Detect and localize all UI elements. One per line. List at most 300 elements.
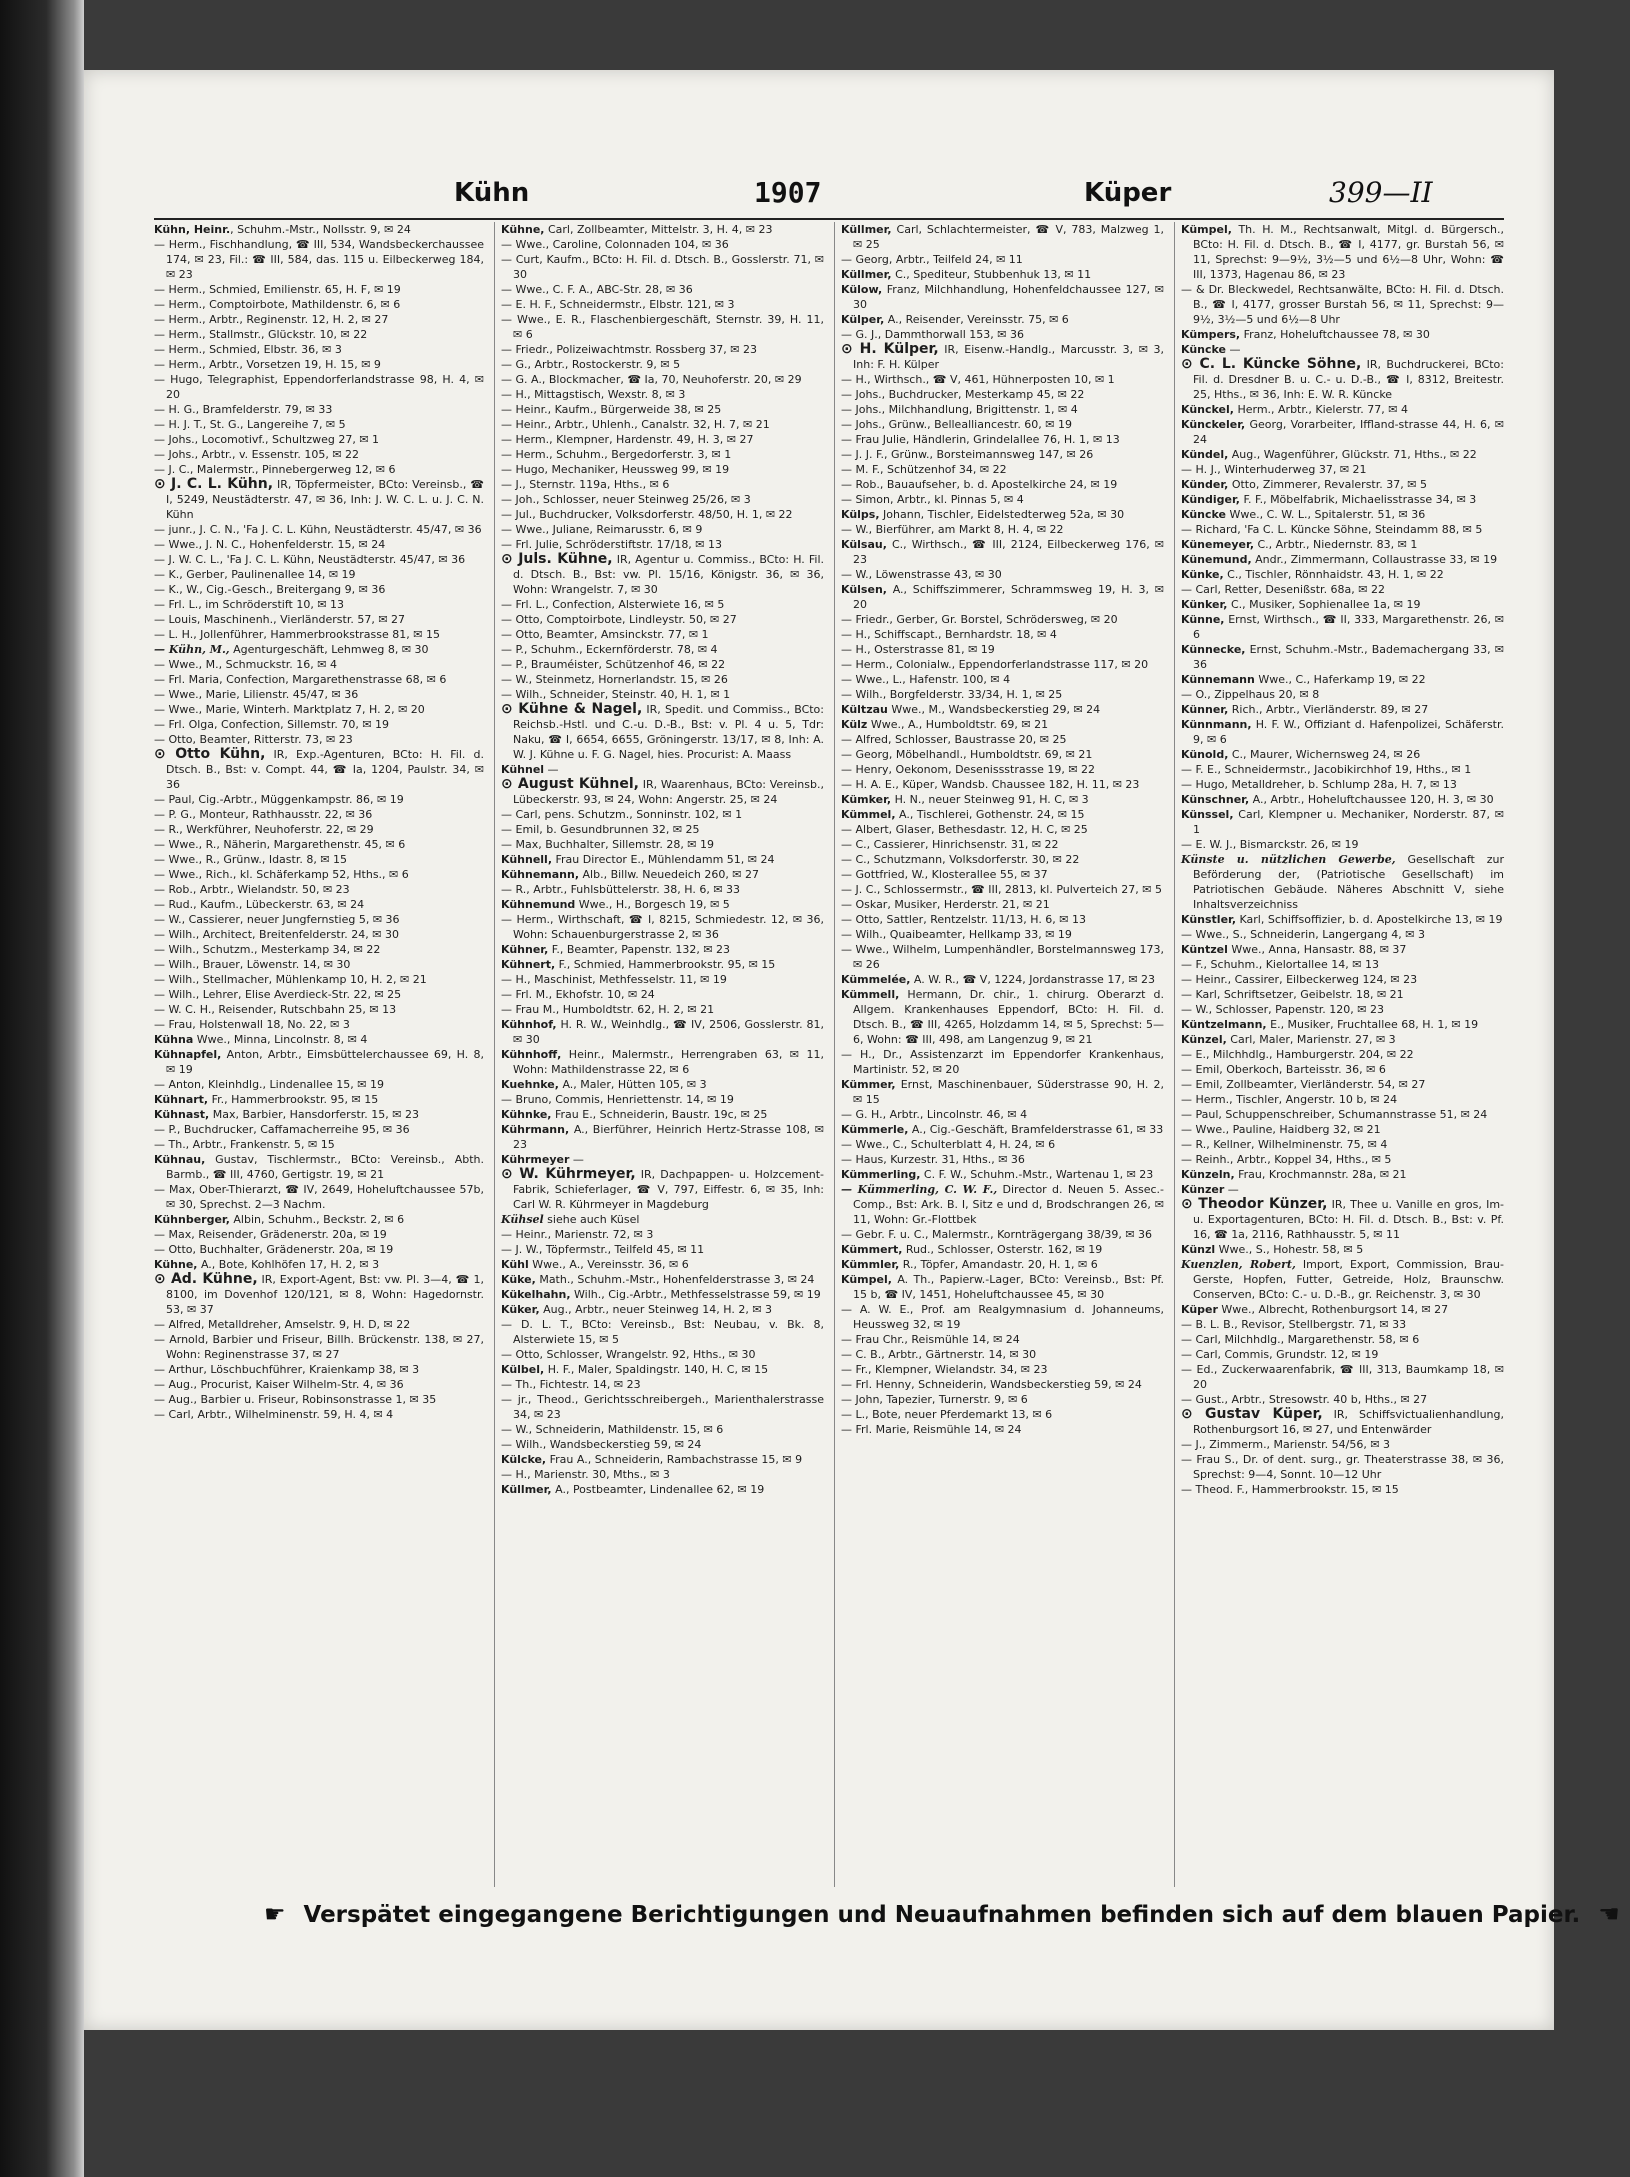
entry-details: — Wilh., Stellmacher, Mühlenkamp 10, H. 2, ✉ 21 <box>154 973 427 986</box>
directory-entry <box>1181 552 1504 567</box>
entry-details: — Friedr., Gerber, Gr. Borstel, Schrödersweg, ✉ 20 <box>841 613 1118 626</box>
entry-name: Künstler, <box>1181 913 1237 926</box>
entry-name: Künzeln, <box>1181 1168 1235 1181</box>
directory-entry <box>501 1362 824 1377</box>
directory-entry <box>154 672 484 687</box>
entry-details: — Jul., Buchdrucker, Volksdorferstr. 48/50, H. 1, ✉ 22 <box>501 508 793 521</box>
entry-details: siehe auch Küsel <box>543 1213 640 1226</box>
directory-entry <box>501 897 824 912</box>
entry-details: — <box>1224 1183 1239 1196</box>
directory-entry <box>1181 957 1504 972</box>
directory-entry <box>501 297 824 312</box>
directory-entry <box>841 537 1164 567</box>
entry-details: — Haus, Kurzestr. 31, Hths., ✉ 36 <box>841 1153 1025 1166</box>
directory-entry <box>501 1047 824 1077</box>
directory-entry <box>501 672 824 687</box>
entry-details: Wwe., H., Borgesch 19, ✉ 5 <box>575 898 730 911</box>
directory-entry <box>1181 1452 1504 1482</box>
directory-entry <box>154 822 484 837</box>
footer-text: Verspätet eingegangene Berichtigungen und Neuaufnahmen befinden sich auf dem blauen Papier. <box>303 1902 1581 1928</box>
directory-entry <box>1181 1392 1504 1407</box>
entry-name: Kündiger, <box>1181 493 1240 506</box>
directory-entry <box>1181 597 1504 612</box>
entry-details: Gustav, Tischlermstr., BCto: Vereinsb., Abth. Barmb., ☎ III, 4760, Gertigstr. 19, ✉ 21 <box>166 1153 484 1181</box>
directory-entry <box>841 477 1164 492</box>
entry-details: Anton, Arbtr., Eimsbüttelerchaussee 69, H. 8, ✉ 19 <box>166 1048 484 1076</box>
entry-details: IR, Schiffsvictualienhandlung, Rothenburgsort 16, ✉ 27, und Entenwärder <box>1193 1408 1504 1436</box>
directory-entry <box>154 552 484 567</box>
entry-details: — Frl. M., Ekhofstr. 10, ✉ 24 <box>501 988 655 1001</box>
entry-name: Künzer <box>1181 1183 1225 1196</box>
entry-details: IR, Eisenw.-Handlg., Marcusstr. 3, ✉ 3, Inh: F. H. Külper <box>853 343 1164 371</box>
directory-entry <box>1181 807 1504 837</box>
entry-details: A. Th., Papierw.-Lager, BCto: Vereinsb., Bst: Pf. 15 b, ☎ IV, 1451, Hoheluftchaussee 45, ✉ 30 <box>853 1273 1164 1301</box>
directory-entry <box>1181 1407 1504 1437</box>
entry-details: — Herm., Fischhandlung, ☎ III, 534, Wandsbeckerchaussee 174, ✉ 23, Fil.: ☎ III, 584, das. 115 u. Eilbeckerweg 184, ✉ 23 <box>154 238 484 281</box>
directory-entry <box>841 267 1164 282</box>
directory-entry <box>1181 522 1504 537</box>
entry-details: — Johs., Milchhandlung, Brigittenstr. 1, ✉ 4 <box>841 403 1078 416</box>
entry-details: — H. G., Bramfelderstr. 79, ✉ 33 <box>154 403 333 416</box>
entry-details: — Herm., Stallmstr., Glückstr. 10, ✉ 22 <box>154 328 368 341</box>
directory-entry <box>154 1107 484 1122</box>
directory-entry <box>841 1077 1164 1107</box>
entry-details: — Aug., Barbier u. Friseur, Robinsonstrasse 1, ✉ 35 <box>154 1393 437 1406</box>
entry-details: — Wwe., C. F. A., ABC-Str. 28, ✉ 36 <box>501 283 693 296</box>
entry-details: — H., Dr., Assistenzarzt im Eppendorfer Krankenhaus, Martinistr. 52, ✉ 20 <box>841 1048 1164 1076</box>
directory-entry <box>1181 1077 1504 1092</box>
directory-entry <box>154 792 484 807</box>
entry-details: C., Tischler, Rönnhaidstr. 43, H. 1, ✉ 22 <box>1223 568 1444 581</box>
directory-entry <box>154 282 484 297</box>
directory-entry <box>501 1122 824 1152</box>
entry-details: Director d. Neuen 5. Assec.-Comp., Bst: Ark. B. I, Sitz e und d, Brodschrangen 26, ✉ 11, Wohn: Gr.-Flottbek <box>853 1183 1164 1226</box>
header-left-keyword: Kühn <box>454 178 530 208</box>
entry-details: — Fr., Klempner, Wielandstr. 34, ✉ 23 <box>841 1363 1048 1376</box>
entry-details: — Reinh., Arbtr., Koppel 34, Hths., ✉ 5 <box>1181 1153 1392 1166</box>
entry-details: — P. G., Monteur, Rathhausstr. 22, ✉ 36 <box>154 808 373 821</box>
entry-details: Rich., Arbtr., Vierländerstr. 89, ✉ 27 <box>1228 703 1429 716</box>
entry-details: — Herm., Colonialw., Eppendorferlandstrasse 117, ✉ 20 <box>841 658 1149 671</box>
directory-entry <box>1181 222 1504 282</box>
entry-name: Kühne, <box>501 223 545 236</box>
directory-entry <box>501 1242 824 1257</box>
directory-entry <box>154 1077 484 1092</box>
entry-details: Frau A., Schneiderin, Rambachstrasse 15, ✉ 9 <box>546 1453 803 1466</box>
entry-details: H. F. W., Offiziant d. Hafenpolizei, Schäferstr. 9, ✉ 6 <box>1193 718 1504 746</box>
entry-details: Math., Schuhm.-Mstr., Hohenfelderstrasse 3, ✉ 24 <box>535 1273 815 1286</box>
entry-details: — J., Zimmerm., Marienstr. 54/56, ✉ 3 <box>1181 1438 1391 1451</box>
entry-details: — Arnold, Barbier und Friseur, Billh. Brückenstr. 138, ✉ 27, Wohn: Reginenstrasse 37, ✉ 27 <box>154 1333 484 1361</box>
directory-entry <box>501 1257 824 1272</box>
directory-entry <box>1181 1437 1504 1452</box>
entry-details: — P., Schuhm., Eckernförderstr. 78, ✉ 4 <box>501 643 718 656</box>
directory-entry <box>501 1092 824 1107</box>
entry-details: Ernst, Wirthsch., ☎ II, 333, Margarethenstr. 26, ✉ 6 <box>1193 613 1504 641</box>
entry-details: F. F., Möbelfabrik, Michaelisstrasse 34, ✉ 3 <box>1239 493 1477 506</box>
entry-name: Kühnel <box>501 763 545 776</box>
directory-entry <box>1181 1362 1504 1392</box>
directory-entry <box>501 1422 824 1437</box>
entry-name: Künzel, <box>1181 1033 1227 1046</box>
entry-name: Künemund, <box>1181 553 1252 566</box>
entry-details: — Max, Ober-Thierarzt, ☎ IV, 2649, Hoheluftchaussee 57b, ✉ 30, Sprechst. 2—3 Nachm. <box>154 1183 484 1211</box>
directory-entry <box>1181 702 1504 717</box>
entry-details: A., Postbeamter, Lindenallee 62, ✉ 19 <box>551 1483 765 1496</box>
entry-details: — Th., Arbtr., Frankenstr. 5, ✉ 15 <box>154 1138 335 1151</box>
directory-entry <box>841 942 1164 972</box>
entry-details: — Otto, Beamter, Amsinckstr. 77, ✉ 1 <box>501 628 709 641</box>
entry-details: — Gust., Arbtr., Stresowstr. 40 b, Hths., ✉ 27 <box>1181 1393 1428 1406</box>
entry-details: — Emil, Oberkoch, Barteisstr. 36, ✉ 6 <box>1181 1063 1386 1076</box>
directory-entry <box>501 1452 824 1467</box>
entry-details: — Wwe., Pauline, Haidberg 32, ✉ 21 <box>1181 1123 1381 1136</box>
header-right-keyword: Küper <box>1084 178 1172 208</box>
directory-entry <box>841 732 1164 747</box>
entry-details: — Herm., Wirthschaft, ☎ I, 8215, Schmiedestr. 12, ✉ 36, Wohn: Schauenburgerstrasse 2, ✉ 36 <box>501 913 824 941</box>
entry-details: — K., W., Cig.-Gesch., Breitergang 9, ✉ 36 <box>154 583 386 596</box>
directory-entry <box>841 822 1164 837</box>
entry-details: — H., Maschinist, Methfesselstr. 11, ✉ 19 <box>501 973 727 986</box>
entry-details: Aug., Arbtr., neuer Steinweg 14, H. 2, ✉ 3 <box>539 1303 773 1316</box>
entry-name: Kühnart, <box>154 1093 209 1106</box>
directory-entry <box>1181 1152 1504 1167</box>
pointing-hand-left-icon: ☚ <box>1598 1900 1620 1928</box>
directory-entry <box>1181 417 1504 447</box>
entry-details: F., Schmied, Hammerbrookstr. 95, ✉ 15 <box>555 958 776 971</box>
directory-entry <box>841 1272 1164 1302</box>
entry-details: — D. L. T., BCto: Vereinsb., Bst: Neubau, v. Bk. 8, Alsterwiete 15, ✉ 5 <box>501 1318 824 1346</box>
entry-details: — Frl. L., im Schröderstift 10, ✉ 13 <box>154 598 345 611</box>
entry-details: A., Schiffszimmerer, Schrammsweg 19, H. 3, ✉ 20 <box>853 583 1164 611</box>
directory-entry <box>1181 1347 1504 1362</box>
entry-details: — Gebr. F. u. C., Malermstr., Kornträgergang 38/39, ✉ 36 <box>841 1228 1153 1241</box>
entry-name: Kuenzlen, Robert, <box>1181 1258 1296 1271</box>
entry-details: — Carl, Retter, Desenißstr. 68a, ✉ 22 <box>1181 583 1385 596</box>
entry-details: — Th., Fichtestr. 14, ✉ 23 <box>501 1378 641 1391</box>
entry-details: — Frl. L., Confection, Alsterwiete 16, ✉ 5 <box>501 598 725 611</box>
directory-entry <box>1181 327 1504 342</box>
directory-entry <box>154 342 484 357</box>
entry-details: A., Tischlerei, Gothenstr. 24, ✉ 15 <box>895 808 1085 821</box>
entry-details: A., Maler, Hütten 105, ✉ 3 <box>558 1078 707 1091</box>
entry-details: — W. C. H., Reisender, Rutschbahn 25, ✉ 13 <box>154 1003 397 1016</box>
directory-entry <box>1181 1302 1504 1317</box>
entry-name: Künnemann <box>1181 673 1255 686</box>
entry-details: — Heinr., Arbtr., Uhlenh., Canalstr. 32, H. 7, ✉ 21 <box>501 418 770 431</box>
directory-entry <box>1181 837 1504 852</box>
entry-details: Carl, Zollbeamter, Mittelstr. 3, H. 4, ✉ 23 <box>544 223 773 236</box>
entry-details: Max, Barbier, Hansdorferstr. 15, ✉ 23 <box>209 1108 419 1121</box>
entry-details: Ernst, Schuhm.-Mstr., Bademachergang 33, ✉ 36 <box>1193 643 1504 671</box>
directory-entry <box>1181 477 1504 492</box>
entry-name: Kümmerle, <box>841 1123 909 1136</box>
directory-entry <box>841 762 1164 777</box>
entry-details: — Herm., Tischler, Angerstr. 10 b, ✉ 24 <box>1181 1093 1398 1106</box>
directory-entry <box>501 1107 824 1122</box>
directory-entry <box>501 777 824 807</box>
entry-details: H. N., neuer Steinweg 91, H. C, ✉ 3 <box>891 793 1089 806</box>
entry-details: — H., Schiffscapt., Bernhardstr. 18, ✉ 4 <box>841 628 1057 641</box>
directory-entry <box>1181 672 1504 687</box>
entry-details: IR, Waarenhaus, BCto: Vereinsb., Lübeckerstr. 93, ✉ 24, Wohn: Angerstr. 25, ✉ 24 <box>513 778 824 806</box>
entry-name: Kühnhoff, <box>501 1048 562 1061</box>
directory-entry <box>501 552 824 597</box>
entry-details: — & Dr. Bleckwedel, Rechtsanwälte, BCto: H. Fil. d. Dtsch. B., ☎ I, 4177, grosser Burstah 56, ✉ 11, Sprechst: 9—9½, 3½—5 und 6½—8 Uhr <box>1181 283 1504 326</box>
directory-entry <box>154 1407 484 1422</box>
entry-details: — Oskar, Musiker, Herderstr. 21, ✉ 21 <box>841 898 1050 911</box>
entry-details: — Max, Reisender, Grädenerstr. 20a, ✉ 19 <box>154 1228 387 1241</box>
directory-entry <box>841 432 1164 447</box>
entry-details: — G. J., Dammthorwall 153, ✉ 36 <box>841 328 1024 341</box>
entry-details: IR, Töpfermeister, BCto: Vereinsb., ☎ I, 5249, Neustädterstr. 47, ✉ 36, Inh: J. W. C. L. u. J. C. N. Kühn <box>166 478 484 521</box>
directory-entry <box>841 927 1164 942</box>
directory-entry <box>841 582 1164 612</box>
directory-entry <box>1181 762 1504 777</box>
entry-details: — K., Gerber, Paulinenallee 14, ✉ 19 <box>154 568 356 581</box>
entry-name: ⊙ C. L. Küncke Söhne, <box>1181 356 1362 372</box>
directory-entry <box>841 1152 1164 1167</box>
entry-details: Aug., Wagenführer, Glückstr. 71, Hths., ✉ 22 <box>1228 448 1477 461</box>
directory-entry <box>154 807 484 822</box>
entry-details: Andr., Zimmermann, Collaustrasse 33, ✉ 19 <box>1251 553 1498 566</box>
entry-details: — J., Sternstr. 119a, Hths., ✉ 6 <box>501 478 670 491</box>
entry-details: — Herm., Schmied, Elbstr. 36, ✉ 3 <box>154 343 342 356</box>
entry-details: Wwe., C., Haferkamp 19, ✉ 22 <box>1254 673 1426 686</box>
entry-details: Wwe., A., Humboldtstr. 69, ✉ 21 <box>867 718 1049 731</box>
column-4 <box>1174 222 1504 1887</box>
entry-details: — E. H. F., Schneidermstr., Elbstr. 121, ✉ 3 <box>501 298 735 311</box>
directory-entry <box>1181 537 1504 552</box>
entry-details: — Johs., Arbtr., v. Essenstr. 105, ✉ 22 <box>154 448 360 461</box>
column-2 <box>494 222 824 1887</box>
directory-entry <box>1181 402 1504 417</box>
entry-details: — Rob., Bauaufseher, b. d. Apostelkirche 24, ✉ 19 <box>841 478 1118 491</box>
entry-name: Küker, <box>501 1303 540 1316</box>
entry-details: Carl, Maler, Marienstr. 27, ✉ 3 <box>1226 1033 1396 1046</box>
entry-details: Wilh., Cig.-Arbtr., Methfesselstrasse 59, ✉ 19 <box>570 1288 821 1301</box>
directory-entry <box>841 1377 1164 1392</box>
entry-details: H. F., Maler, Spaldingstr. 140, H. C, ✉ 15 <box>544 1363 769 1376</box>
directory-entry <box>501 1467 824 1482</box>
directory-entry <box>841 492 1164 507</box>
entry-name: ⊙ Otto Kühn, <box>154 746 266 762</box>
entry-name: Külsen, <box>841 583 887 596</box>
directory-entry <box>1181 1197 1504 1242</box>
entry-details: — Herm., Schuhm., Bergedorferstr. 3, ✉ 1 <box>501 448 732 461</box>
directory-entry <box>841 1137 1164 1152</box>
directory-entry <box>501 282 824 297</box>
entry-name: Kühn, Heinr. <box>154 223 231 236</box>
directory-entry <box>501 492 824 507</box>
entry-details: — Wilh., Wandsbeckerstieg 59, ✉ 24 <box>501 1438 702 1451</box>
entry-name: Külps, <box>841 508 880 521</box>
entry-details: C., Arbtr., Niedernstr. 83, ✉ 1 <box>1254 538 1418 551</box>
entry-name: Külcke, <box>501 1453 547 1466</box>
entry-name: Künker, <box>1181 598 1228 611</box>
directory-entry <box>841 777 1164 792</box>
directory-entry <box>501 1077 824 1092</box>
entry-details: — <box>1226 343 1241 356</box>
directory-entry <box>501 837 824 852</box>
entry-details: — Wwe., Marie, Winterh. Marktplatz 7, H. 2, ✉ 20 <box>154 703 425 716</box>
directory-entry <box>1181 1047 1504 1062</box>
entry-name: Künnecke, <box>1181 643 1246 656</box>
entry-details: — Herm., Comptoirbote, Mathildenstr. 6, ✉ 6 <box>154 298 401 311</box>
entry-details: — H., Marienstr. 30, Mths., ✉ 3 <box>501 1468 670 1481</box>
directory-entry <box>501 957 824 972</box>
entry-details: — Wwe., C., Schulterblatt 4, H. 24, ✉ 6 <box>841 1138 1056 1151</box>
directory-page <box>84 70 1620 2030</box>
directory-entry <box>154 1002 484 1017</box>
directory-entry <box>154 627 484 642</box>
entry-details: — Carl, Commis, Grundstr. 12, ✉ 19 <box>1181 1348 1379 1361</box>
entry-details: Gesellschaft zur Beförderung der, (Patriotische Gesellschaft) im Patriotischen Gebäude. Näheres Abschnitt V, siehe Inhaltsverzeichniss <box>1193 853 1504 911</box>
directory-entry <box>1181 1317 1504 1332</box>
entry-details: A., Arbtr., Hoheluftchaussee 120, H. 3, ✉ 30 <box>1249 793 1494 806</box>
entry-details: — C., Schutzmann, Volksdorferstr. 30, ✉ 22 <box>841 853 1080 866</box>
entry-details: — Wwe., R., Näherin, Margarethenstr. 45, ✉ 6 <box>154 838 406 851</box>
directory-entry <box>501 852 824 867</box>
entry-name: Külbel, <box>501 1363 545 1376</box>
entry-name: Kümmell, <box>841 988 900 1001</box>
header-year: 1907 <box>754 176 822 209</box>
directory-entry <box>841 897 1164 912</box>
directory-entry <box>154 867 484 882</box>
directory-entry <box>841 507 1164 522</box>
entry-details: — Herm., Arbtr., Vorsetzen 19, H. 15, ✉ 9 <box>154 358 381 371</box>
entry-details: C., Spediteur, Stubbenhuk 13, ✉ 11 <box>891 268 1092 281</box>
entry-details: — Anton, Kleinhdlg., Lindenallee 15, ✉ 19 <box>154 1078 385 1091</box>
entry-details: — Theod. F., Hammerbrookstr. 15, ✉ 15 <box>1181 1483 1399 1496</box>
entry-name: Kühl <box>501 1258 529 1271</box>
entry-name: Künckeler, <box>1181 418 1246 431</box>
entry-details: — Paul, Cig.-Arbtr., Müggenkampstr. 86, ✉ 19 <box>154 793 404 806</box>
entry-details: — Frau Chr., Reismühle 14, ✉ 24 <box>841 1333 1020 1346</box>
directory-entry <box>154 732 484 747</box>
entry-details: IR, Export-Agent, Bst: vw. Pl. 3—4, ☎ 1, 8100, im Dovenhof 120/121, ✉ 8, Wohn: Hagedornstr. 53, ✉ 37 <box>166 1273 484 1316</box>
entry-details: — Georg, Möbelhandl., Humboldtstr. 69, ✉ 21 <box>841 748 1093 761</box>
entry-name: Küke, <box>501 1273 536 1286</box>
directory-entry <box>501 252 824 282</box>
directory-entry <box>154 1032 484 1047</box>
directory-entry <box>501 1482 824 1497</box>
entry-name: Küntzelmann, <box>1181 1018 1267 1031</box>
entry-details: — Otto, Schlosser, Wrangelstr. 92, Hths., ✉ 30 <box>501 1348 756 1361</box>
directory-entry <box>501 987 824 1002</box>
entry-details: — W., Schneiderin, Mathildenstr. 15, ✉ 6 <box>501 1423 724 1436</box>
entry-name: Küntzel <box>1181 943 1228 956</box>
directory-entry <box>154 1257 484 1272</box>
entry-details: — Wilh., Brauer, Löwenstr. 14, ✉ 30 <box>154 958 351 971</box>
entry-details: — John, Tapezier, Turnerstr. 9, ✉ 6 <box>841 1393 1028 1406</box>
entry-details: — F. E., Schneidermstr., Jacobikirchhof 19, Hths., ✉ 1 <box>1181 763 1472 776</box>
directory-entry <box>154 1272 484 1317</box>
entry-details: A., Bierführer, Heinrich Hertz-Strasse 108, ✉ 23 <box>513 1123 824 1151</box>
entry-details: — Otto, Buchhalter, Grädenerstr. 20a, ✉ 19 <box>154 1243 394 1256</box>
directory-entry <box>841 972 1164 987</box>
directory-entry <box>154 837 484 852</box>
directory-entry <box>154 912 484 927</box>
entry-details: IR, Spedit. und Commiss., BCto: Reichsb.-Hstl. und C.-u. D.-B., Bst: v. Pl. 4 u. 5, Tdr: Naku, ☎ I, 6654, 6655, Gröningerstr. 13/17, ✉ 8, Inh: A. W. J. Kühne u. F. G. Nagel, hies. Procurist: A. Maass <box>513 703 824 761</box>
entry-details: — J. W. C. L., 'Fa J. C. L. Kühn, Neustädterstr. 45/47, ✉ 36 <box>154 553 466 566</box>
entry-details: — Wwe., M., Schmuckstr. 16, ✉ 4 <box>154 658 337 671</box>
directory-entry <box>1181 1062 1504 1077</box>
entry-details: C., Musiker, Sophienallee 1a, ✉ 19 <box>1227 598 1421 611</box>
directory-entry <box>841 867 1164 882</box>
entry-details: Frau Director E., Mühlendamm 51, ✉ 24 <box>552 853 775 866</box>
entry-name: ⊙ Kühne & Nagel, <box>501 701 643 717</box>
entry-details: — <box>544 763 559 776</box>
directory-entry <box>841 1122 1164 1137</box>
entry-details: IR, Thee u. Vanille en gros, Im- u. Exportagenturen, BCto: H. Fil. d. Dtsch. B., Bst: v. Pf. 16, ☎ 1a, 2116, Rathhausstr. 5, ✉ 11 <box>1193 1198 1505 1241</box>
entry-details: — G. H., Arbtr., Lincolnstr. 46, ✉ 4 <box>841 1108 1028 1121</box>
directory-entry <box>154 1122 484 1137</box>
entry-details: Herm., Arbtr., Kielerstr. 77, ✉ 4 <box>1233 403 1409 416</box>
entry-name: Kühnell, <box>501 853 553 866</box>
entry-details: — G. A., Blockmacher, ☎ Ia, 70, Neuhoferstr. 20, ✉ 29 <box>501 373 802 386</box>
entry-details: — Wilh., Schneider, Steinstr. 40, H. 1, ✉ 1 <box>501 688 731 701</box>
entry-name: Küper <box>1181 1303 1218 1316</box>
entry-name: Külz <box>841 718 868 731</box>
entry-details: — Heinr., Cassirer, Eilbeckerweg 124, ✉ 23 <box>1181 973 1418 986</box>
directory-entry <box>501 342 824 357</box>
entry-name: Kühna <box>154 1033 194 1046</box>
directory-entry <box>154 882 484 897</box>
column-3 <box>834 222 1164 1887</box>
directory-entry <box>841 657 1164 672</box>
directory-entry <box>841 417 1164 432</box>
directory-entry <box>841 387 1164 402</box>
entry-details: — Albert, Glaser, Bethesdastr. 12, H. C, ✉ 25 <box>841 823 1088 836</box>
entry-name: Kühnert, <box>501 958 556 971</box>
entry-details: — Frau Julie, Händlerin, Grindelallee 76, H. 1, ✉ 13 <box>841 433 1120 446</box>
directory-entry <box>1181 492 1504 507</box>
directory-entry <box>154 1317 484 1332</box>
directory-entry <box>841 1302 1164 1332</box>
entry-name: ⊙ August Kühnel, <box>501 776 639 792</box>
entry-details: — W., Cassierer, neuer Jungfernstieg 5, ✉ 36 <box>154 913 400 926</box>
directory-entry <box>1181 612 1504 642</box>
directory-entry <box>154 987 484 1002</box>
entry-details: — H., Mittagstisch, Wexstr. 8, ✉ 3 <box>501 388 686 401</box>
directory-entry <box>841 882 1164 897</box>
directory-entry <box>1181 687 1504 702</box>
entry-details: — Emil, Zollbeamter, Vierländerstr. 54, ✉ 27 <box>1181 1078 1426 1091</box>
entry-details: Hermann, Dr. chir., 1. chirurg. Oberarzt d. Allgem. Krankenhauses Eppendorf, BCto: H. Fil. d. Dtsch. B., ☎ III, 4265, Holzdamm 14, ✉ 5, Sprechst: 5—6, Wohn: ☎ III, 498, am Langenzug 9, ✉ 21 <box>853 988 1164 1046</box>
entry-details: C., Maurer, Wichernsweg 24, ✉ 26 <box>1228 748 1421 761</box>
directory-entry <box>501 1212 824 1227</box>
entry-name: Kümmer, <box>841 1078 896 1091</box>
directory-entry <box>154 402 484 417</box>
directory-entry <box>501 687 824 702</box>
entry-details: — Wwe., Marie, Lilienstr. 45/47, ✉ 36 <box>154 688 359 701</box>
directory-entry <box>1181 1122 1504 1137</box>
directory-entry <box>501 1272 824 1287</box>
directory-entry <box>154 1242 484 1257</box>
entry-details: — Carl, pens. Schutzm., Sonninstr. 102, ✉ 1 <box>501 808 743 821</box>
directory-entry <box>841 672 1164 687</box>
directory-entry <box>154 522 484 537</box>
directory-entry <box>154 897 484 912</box>
entry-details: — Arthur, Löschbuchführer, Kraienkamp 38, ✉ 3 <box>154 1363 420 1376</box>
entry-details: — Wilh., Schutzm., Mesterkamp 34, ✉ 22 <box>154 943 381 956</box>
entry-name: Kührmeyer <box>501 1153 570 1166</box>
directory-entry <box>154 927 484 942</box>
entry-details: Wwe., S., Hohestr. 58, ✉ 5 <box>1215 1243 1364 1256</box>
entry-details: IR, Exp.-Agenturen, BCto: H. Fil. d. Dtsch. B., Bst: v. Compt. 44, ☎ Ia, 1204, Paulstr. 34, ✉ 36 <box>166 748 484 791</box>
entry-details: Wwe., M., Wandsbeckerstieg 29, ✉ 24 <box>887 703 1101 716</box>
